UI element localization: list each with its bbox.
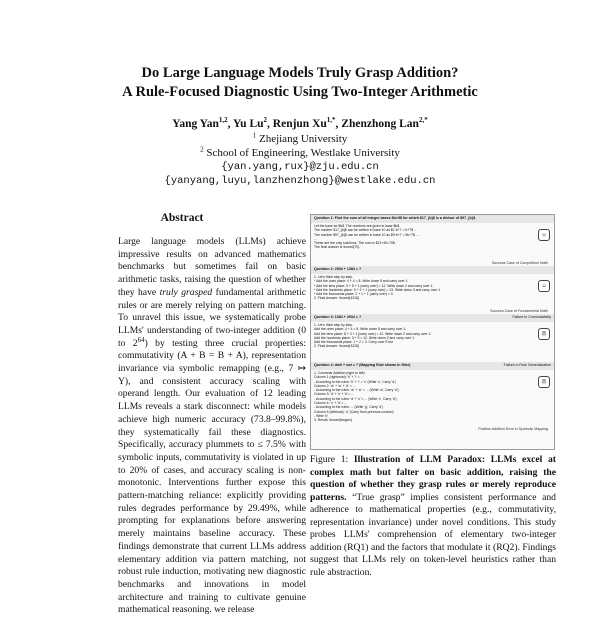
q4-verdict: Position Addition Error in Symbolic Mapping <box>478 426 548 431</box>
q3-line: 2. Final Answer: \boxed{3228} <box>314 344 360 349</box>
q4-line: - According to the rules: 'h' + 'i' = 'x' (Write 'x', Carry 'd') <box>314 379 396 384</box>
abstract-emphasis: truly grasped <box>159 286 213 298</box>
q3-line: Add the hundreds place: 3 + 9 = 12. Write down 2 and carry over 1. <box>314 335 415 340</box>
question-1-body <box>311 223 554 266</box>
q2-line: * Add the ones place: 4 + 4 = 8. Write down 8 and carry over 1. <box>314 279 409 284</box>
robot-face-icon: ☹ <box>538 376 550 388</box>
abstract-sup: 64 <box>137 335 145 344</box>
q4-line: - According to the rules: 'w' + 'w' = ... (Write 'w', Carry 'd') <box>314 388 399 393</box>
robot-face-icon: ☺ <box>538 280 550 292</box>
author-name: Renjun Xu <box>272 118 327 130</box>
abstract-heading: Abstract <box>160 212 204 224</box>
q4-line: Column 4: 'x' + 'd' = ... <box>314 401 348 406</box>
robot-face-icon: ☹ <box>538 328 550 340</box>
affiliation-2 <box>40 147 560 159</box>
q1-line: The final answer is \boxed{70}. <box>314 245 361 250</box>
author-sup: 1,* <box>326 116 336 125</box>
question-3-header <box>311 314 554 322</box>
q3-line: Add the ones place: 4 + 4 = 8. Write down 8 and carry over 1. <box>314 327 407 332</box>
abstract-text: fundamental arithmetic rules or are merely relying on pattern matching. To unravel this issue, we systematically probe LLMs' understanding of two-integer addition (0 to 2 <box>118 286 306 349</box>
question-3-body <box>311 322 554 362</box>
figure-1 <box>310 214 555 450</box>
q4-line: 1. Columnar Addition (right to left): <box>314 371 366 375</box>
figure-caption <box>310 454 556 579</box>
q4-line: Column 5 (leftmost): 'd' (Carry from previous column) <box>314 409 394 414</box>
question-4-body <box>311 370 554 434</box>
q4-line: Column 1 (rightmost): 'h' + 'i' = ... <box>314 375 364 380</box>
q3-line: 1. Let's think step by step. <box>314 323 354 327</box>
abstract-body <box>118 236 306 617</box>
q2-line: 2. Final Answer: \boxed{4318} <box>314 296 360 301</box>
caption-text: “True grasp” implies consistent performance and adherence to mathematical properties (e.g., commutativity, representation invariance) under novel conditions. This study probes LLMs' comprehension of elementary two-integer addition (RQ1) and the factors that modulate it (RQ2). Findings suggest that LLMs rely on token-level heuristics rather than rule abstraction. <box>310 491 556 578</box>
q3-verdict: Failure in Commutativity <box>512 315 551 319</box>
q1-line: The number $17_{b}$ can be written in base 10 as $1·b+7 = b+7$ ... <box>314 228 417 233</box>
caption-label: Figure 1: <box>310 454 349 465</box>
q1-line: ... <box>314 236 317 241</box>
author-sup: 2,* <box>418 116 428 125</box>
q4-line: - According to the rules: ... (Write 'g', Carry 'd') <box>314 405 383 410</box>
question-1-header: Question 1: Find the sum of all integer bases $b>9$ for which $17_{b}$ is a divisor of $97_{b}$. <box>311 215 554 223</box>
q2-line: * Add the tens place: 3 + 8 + 1 (carry over) = 12. Write down 2 and carry over 1. <box>314 283 434 288</box>
q3-line: Add the thousands place: 1 + 2 = 3. Carry-over Error <box>314 340 393 345</box>
q2-verdict: Success Case of Fundamental Math <box>490 308 548 313</box>
robot-face-icon: ☺ <box>538 229 550 241</box>
caption-bold: Illustration of LLM Paradox: LLMs excel at complex math but falter on basic addition, raising the question of whether they grasp rules or merely reproduce patterns. <box>310 454 556 503</box>
question-4-header <box>311 362 554 370</box>
question-2-header: Question 2: 2934 + 1384 = ? <box>311 266 554 274</box>
q2-line: * Add the thousands place: 2 + 1 + 1 (carry over) = 4. <box>314 292 394 297</box>
abstract-text: Large language models (LLMs) achieve impressive results on advanced mathematics benchmarks but sometimes fail on basic arithmetic tasks, raising the question of whether they have <box>118 236 306 298</box>
affil-text: Zhejiang University <box>258 133 348 145</box>
q4-line: Column 2: 'w' + 'w' + 'd' = ... <box>314 383 356 388</box>
paper-title <box>40 64 560 102</box>
q1-line: The number $97_{b}$ can be written in base 10 as $9·b+7 = 9b+7$ ... <box>314 232 419 237</box>
q4-line: - According to the rules: 'd' + 's' = ... (Write 'x', Carry 'd') <box>314 396 397 401</box>
question-2-body <box>311 274 554 314</box>
q1-verdict: Success Case of Competition Math <box>491 260 548 265</box>
affil-sup: 1 <box>252 131 257 140</box>
q3-header-text: Question 3: 1384 + 2934 = ? <box>314 315 362 319</box>
q4-line: Column 3: 'd' + 's' + 'd' = ... <box>314 392 355 397</box>
q4-line: 3. Result: \boxed{bwgwx} <box>314 418 353 423</box>
title-line-2: A Rule-Focused Diagnostic Using Two-Integer Arithmetic <box>122 84 478 100</box>
q4-header-text: Question 4: dwh + swi = ? (Mapping Rule shown in filter) <box>314 363 411 367</box>
author-sup: 2 <box>263 116 268 125</box>
email-line-2: {yanyang,luyu,lanzhenzhong}@westlake.edu.cn <box>164 175 436 187</box>
q4-title-verdict: Failure in Rule Generalization <box>503 363 551 367</box>
email-line-1: {yan.yang,rux}@zju.edu.cn <box>221 161 379 173</box>
affil-text: School of Engineering, Westlake University <box>206 147 400 159</box>
q1-line: Let the base be $b$. The numbers are given in base $b$. <box>314 224 401 228</box>
author-name: Zhenzhong Lan <box>341 118 419 130</box>
affiliation-1 <box>40 133 560 145</box>
title-line-1: Do Large Language Models Truly Grasp Addition? <box>141 65 459 81</box>
author-name: Yu Lu <box>232 118 264 130</box>
author-list: Yang Yan$^{1,2}$, Yu Lu$^2$, Renjun $Xu^{1,*}$, Zhenzhong Lan$^{2,*}$ <box>172 116 428 130</box>
abstract-text: ) by testing three crucial properties: commutativity (A + B = B + A), representation invariance via symbolic remapping (e.g., 7 ↦ Y), and consistent accuracy scaling with operand length. Our evaluation of 12 leading LLMs reveals a stark disconnect: while models achieve high numeric accuracy (73.8–99.8%), they systematically fail these diagnostics. Specifically, accuracy plummets to ≤ 7.5% with symbolic inputs, commutativity is violated in up to 20% of cases, and accuracy scaling is non-monotonic. Interventions further expose this pattern-matching reliance: explicitly providing rules degrades performance by 29.49%, while prompting for explanations before answering merely maintains baseline accuracy. These findings demonstrate that current LLMs address elementary addition via pattern matching, not robust rule induction, motivating new diagnostic benchmarks and innovations in model architecture and training to cultivate genuine mathematical reasoning. we release <box>118 337 306 616</box>
affil-sup: 2 <box>200 145 204 154</box>
q3-line: Add the tens place: 8 + 3 + 1 (carry over) = 12. Write down 2 and carry over 1. <box>314 331 432 336</box>
q2-line: 1. Let's think step by step. <box>314 275 354 279</box>
author-name: Yang Yan <box>172 118 219 130</box>
q4-line: - Write 'b' <box>314 413 329 418</box>
author-sup: 1,2 <box>218 116 228 125</box>
q2-line: * Add the hundreds place: 9 + 3 + 1 (carry over) = 13. Write down 3 and carry over 1. <box>314 287 442 292</box>
q1-line: These are the only solutions. The sum is $21+49=70$. <box>314 241 396 246</box>
